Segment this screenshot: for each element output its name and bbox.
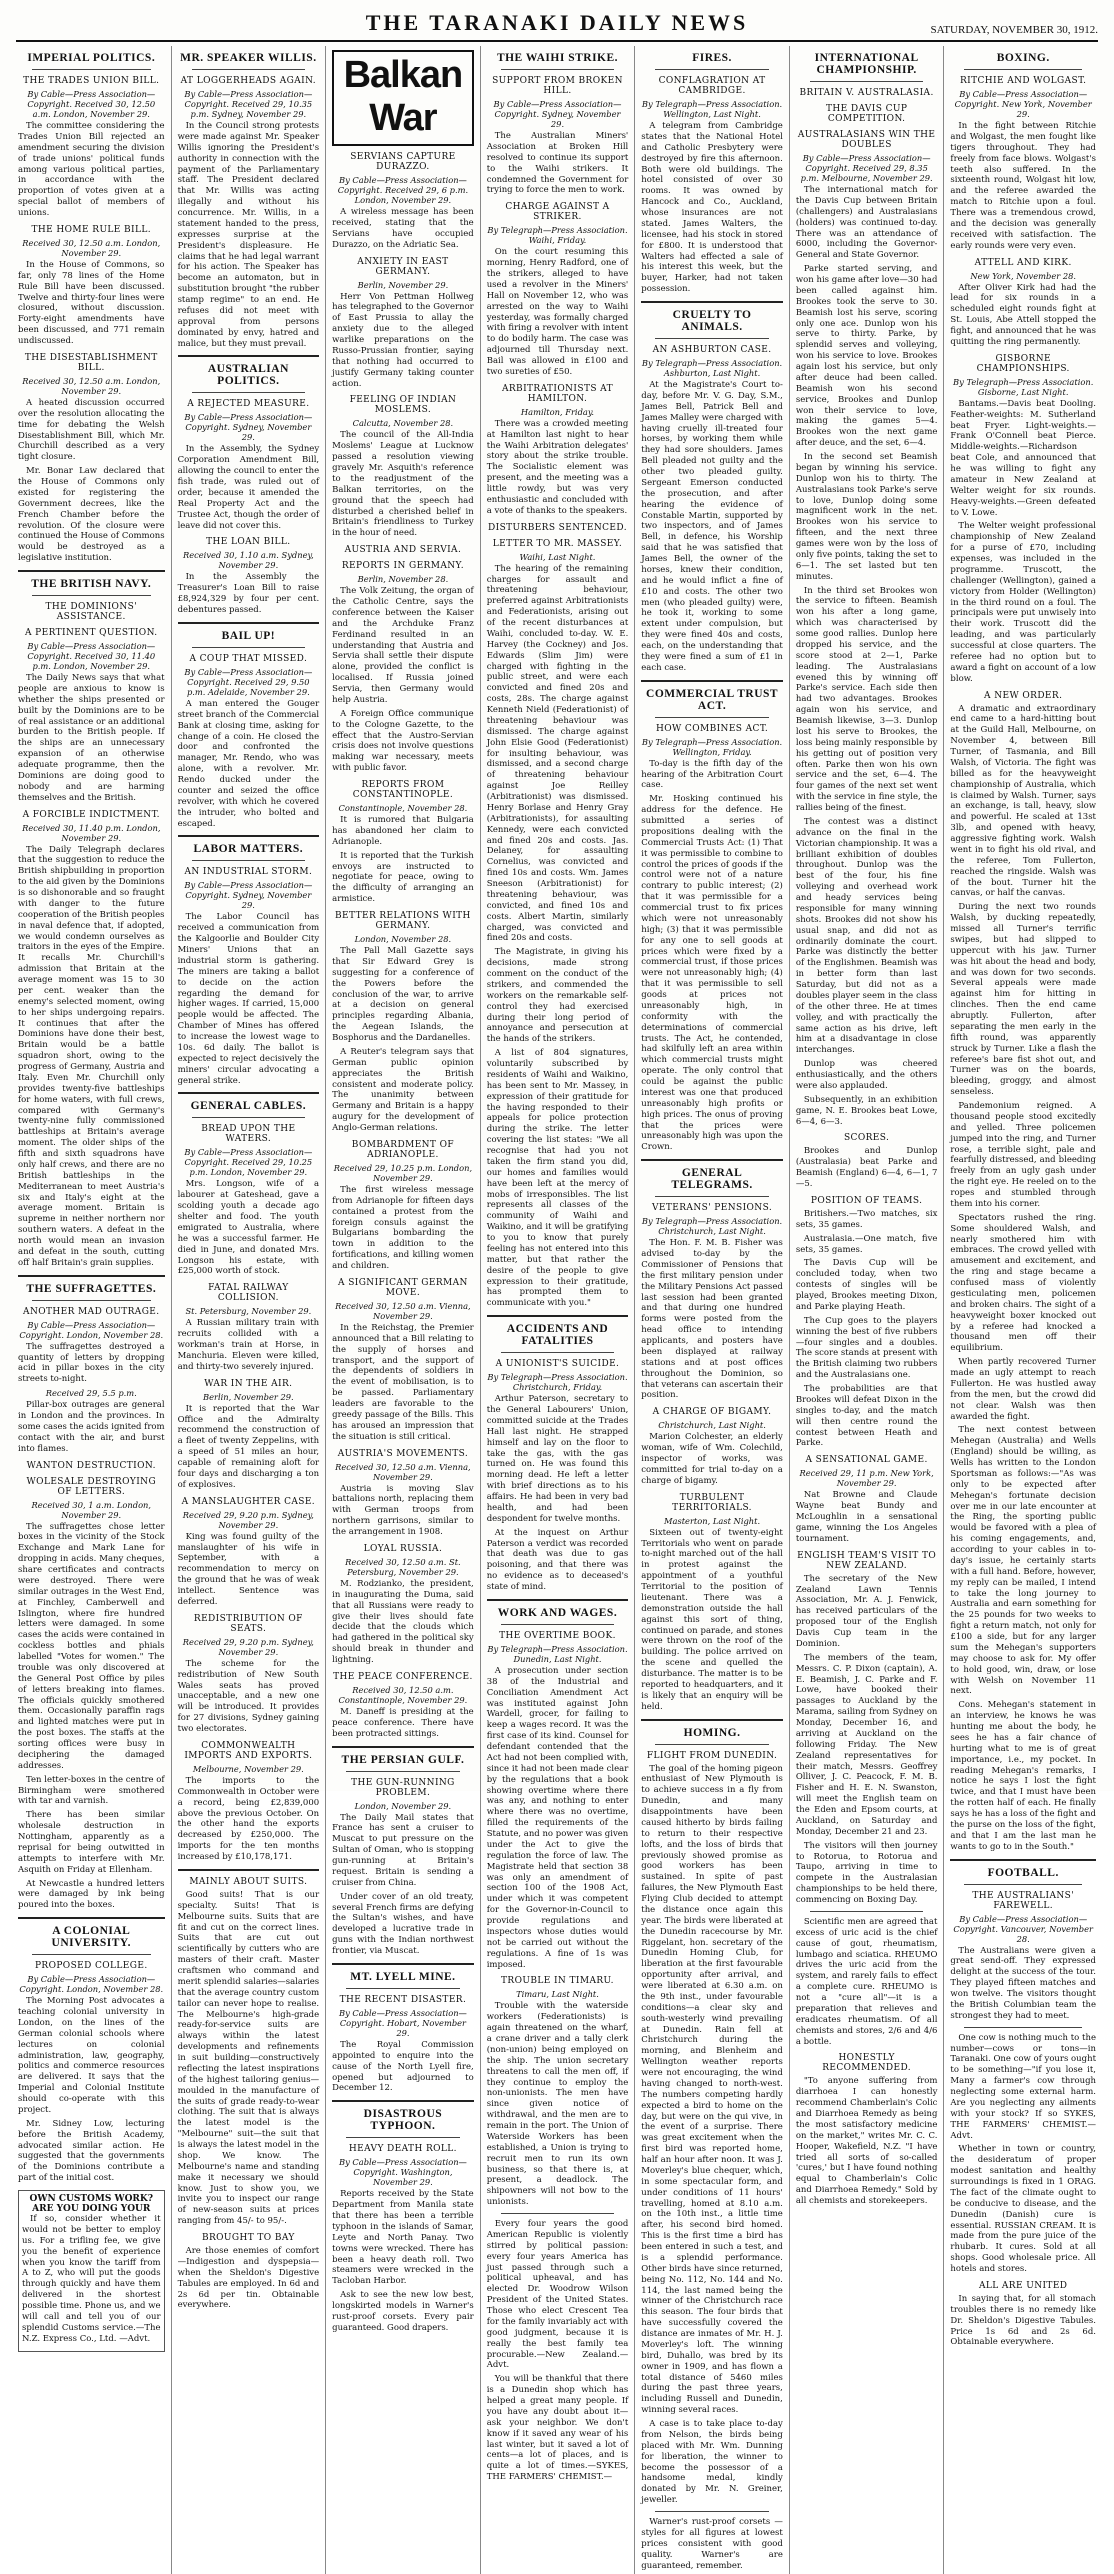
dateline: Received 30, 12.50 a.m. London, November 29. — [22, 375, 161, 396]
dateline: By Cable—Press Association—Copyright. Received 29, 10.35 p.m. Sydney, November 29. — [184, 89, 313, 119]
dateline: By Cable—Press Association—Copyright. Vancouver, November 28. — [953, 1913, 1093, 1944]
dateline: Received 30, 1 a.m. London, November 29. — [31, 1499, 152, 1520]
dateline: By Cable—Press Association—Copyright. London, November 28. — [19, 1319, 164, 1340]
article-paragraph: A Reuter's telegram says that German public opinion appreciates the British consistent and moderate policy. The unanimity between Germany and Britain is a happy augury for the development of Anglo-German relations. — [332, 1046, 474, 1133]
subhead-dominions: THE DOMINIONS' ASSISTANCE. — [45, 602, 138, 622]
columns — [16, 46, 1098, 2571]
article-paragraph: The contest was a distinct advance on the final in the Victorian championship. It was a brilliant exhibition of doubles throughout. Dunlop was the best of the four, his fine volleying and overhead work and heady services being responsible for many winning shots. Brookes did not show his usual snap, and did not as ordinarily dominate the court. Parke was distinctly the better of the Englishmen. Beamish was in better form than last Saturday, but did not as a doubles player seem in the class of the other three. He at times volley, and with practically the same action as his drive, left him at a disadvantage in close interchanges. — [795, 816, 938, 1056]
heading-speaker-willis: MR. SPEAKER WILLIS. — [180, 52, 317, 64]
dateline: By Cable—Press Association—Copyright. Sydney, November 29. — [184, 412, 313, 443]
subhead-austria-movements: AUSTRIA'S MOVEMENTS. — [337, 1448, 469, 1459]
subhead-brought-to-bay: BROUGHT TO BAY — [201, 2233, 295, 2243]
dateline: Received 29, 10.25 p.m. London, November 29. — [333, 1162, 473, 1183]
article-paragraph: Parke started serving, and won his game after love—30 had been called against him. Brookes took the serve to 30. Beamish lost his serve, scoring only one ace. Dunlop won his serve to thirty. Parke, by splendid serves and volleying, won his service to love. Brookes again lost his service, but only after deuce had been called. Beamish won his second service, Brookes and Dunlop won their service to love, making the games 5—4. Brookes won the next game after deuce, and the set, 6—4. — [795, 264, 938, 449]
article-paragraph: Australasia.—One match, five sets, 35 games. — [795, 1233, 938, 1255]
article-paragraph: The Hon. F. M. B. Fisher was advised to-day by the Commissioner of Pensions that the first military pension under the Military Pensions Act passed last session had been granted and that during one hundred forms were posted from the head office to intending applicants, and posters have been displayed at railway stations and at post offices throughout the Dominion, so that veterans can ascertain their position. — [641, 1238, 783, 1401]
subhead-death-roll: HEAVY DEATH ROLL. — [348, 2144, 457, 2155]
dateline: By Cable—Press Association—Copyright. Hobart, November 29. — [338, 2007, 467, 2038]
subhead-manslaughter: A MANSLAUGHTER CASE. — [181, 1496, 316, 1507]
subhead-combines: HOW COMBINES ACT. — [655, 723, 769, 734]
subhead-support: SUPPORT FROM BROKEN HILL. — [492, 76, 623, 96]
article-paragraph: In the Reichstag, the Premier announced that a Bill relating to the supply of horses and transport, and the support of the dependents of soldiers in the event of mobilisation, is to be passed. Parliamentary leaders are favorable to the greedy passage of the Bills. This has aroused an impression that the situation is still critical. — [332, 1322, 474, 1442]
subhead-farewell: THE AUSTRALIANS' FAREWELL. — [972, 1890, 1075, 1911]
dateline: By Cable—Press Association—Copyright. Sydney, November 29. — [184, 880, 313, 911]
dateline: Hamilton, Friday. — [520, 406, 595, 417]
subhead-coup: A COUP THAT MISSED. — [189, 653, 308, 664]
article-paragraph: Whether in town or country, the desideratum of proper modest sanitation and healthy surroundings is fixed in 1 ORAG. The fact of the climate ought to be conducive to disease, and the Dunedin (Danish) cure is essential. RUSSIAN CREAM. It is made from the pure juice of the rhubarb. It cures. Sold at all shops. Good wholesale price. All hotels and stores. — [950, 2144, 1096, 2274]
article-paragraph: Sixteen out of twenty-eight Territorials who went on parade to-night marched out of the hall in protest against the appointment of a youthful Territorial to the position of lieutenant. There was a demonstration outside the hall against this sort of thing, continued on parade, and stones were thrown on the roof of the building. The police arrived on the scene and quelled the disturbance. The matter is to be reported to headquarters, and it is likely that an enquiry will be held. — [641, 1527, 783, 1712]
dateline: By Cable—Press Association—Copyright. Washington, November 29. — [338, 2157, 467, 2188]
subhead-loyal-russia: LOYAL RUSSIA. — [363, 1543, 443, 1554]
subhead-relations: BETTER RELATIONS WITH GERMANY. — [335, 911, 471, 931]
article-paragraph: The Daily News says that what people are anxious to know is whether the ships presented or built by the Dominions are to be of real assistance or an additional burden to the British people. If the ships are an unnecessary expansion of an otherwise adequate programme, then the Dominions are doing good to nobody and are harming themselves and the British. — [18, 673, 165, 803]
dateline: Berlin, November 28. — [357, 574, 449, 585]
article-paragraph: After Oliver Kirk had had the lead for six rounds in a scheduled eight rounds fight at St. Louis, Abe Attell stopped the fight, and announced that he was quitting the ring permanently. — [950, 282, 1096, 347]
article-paragraph: A Foreign Office communique to the Cologne Gazette, to the effect that the Austro-Servian crisis does not involve questions making war necessary, meets with public favor. — [332, 708, 474, 774]
dateline: Waihi, Last Night. — [519, 551, 596, 562]
dateline: By Telegraph—Press Association. Ashburton, Last Night. — [641, 358, 783, 378]
dateline: New York, November 28. — [970, 270, 1077, 281]
issue-date: SATURDAY, NOVEMBER 30, 1912. — [930, 24, 1098, 36]
article-paragraph: The next contest between Mehegan (Australia) and Wells (England) should be willing, as Wells has written to the London Sportsman as follows:—"As was only to be expected after Mehegan's fortunate decision over me in our late encounter at the Ring, the sporting public would be favored with a plea of his coming engagements, and, according to your cables in to-day's issue, he certainly starts with a full hand. Before, however, my reply can be mailed, I intend to take the long journey to Australia and earn something for the 25 pounds for two weeks to fight a return match, not only for £100 a side, but for any larger sum the Mehegan's supporters may choose to ask for. My offer to hold good, win, draw, or lose with Welsh on November 11 next. — [950, 1425, 1096, 1697]
article-paragraph: The Labor Council has received a communication from the Kalgoorlie and Boulder City Miners' Unions that an industrial storm is gathering. The miners are taking a ballot to decide on the action regarding the demand for higher wages. If carried, 15,000 people would be affected. The Chamber of Mines has offered to increase the lowest wage to 10s. 6d daily. The ballot is expected to reject decisively the miners' circular advocating a general strike. — [177, 912, 320, 1086]
subhead-britain: BRITAIN V. AUSTRALASIA. — [799, 88, 934, 98]
subhead-honestly: HONESTLY RECOMMENDED. — [822, 2053, 912, 2074]
article-paragraph: The Cup goes to the players winning the best of five rubbers—four singles and a doubles. The score stands at present with the British claiming two rubbers and the Australasians one. — [795, 1315, 938, 1381]
heading-imperial-politics: IMPERIAL POLITICS. — [27, 52, 156, 64]
article-paragraph: The Magistrate, in giving his decisions, made strong comment on the conduct of the strikers, and commended the workers on the remarkable self-control they had exercised during their long period of annoyance and persecution at the hands of the strikers. — [486, 947, 629, 1045]
article-paragraph: Good suits! That is our specialty. Suits! That is Melbourne suits. Suits that are fit and cut on the correct lines. Suits that are cut out scientifically by cutters who are masters of their craft. Master craftsmen who command and merit splendid salaries—salaries that the average country custom tailor can never hope to realise. The Melbourne's high-grade ready-for-service suits are always within the latest developments and refinements in suit building—constructively reflecting the latest inspirations of the highest tailoring genius—moulded in the manufacture of the suits of grade ready-to-wear clothing. The suit that is always the latest model is the "Melbourne" suit—the suit that is always the latest model in the shop. We know. The Melbourne's name and standing make it necessary we should know. Just to show you, we invite you to inspect our range of new-season suits at prices ranging from 45/- to 95/-. — [177, 1889, 320, 2227]
dateline: Received 29, 5.5 p.m. — [45, 1388, 137, 1399]
article-paragraph: You will be thankful that there is a Dunedin shop which has helped a great many people. If you have any doubt about it—ask your neighbor. We don't know if it saved any wear of his last winter, but it saved a lot of cents—a lot of places, and is quite a lot of times.—SYKES, THE FARMERS' CHEMIST.— — [486, 2374, 629, 2483]
article-paragraph: Under cover of an old treaty, several French firms are defying the Sultan's wishes, and have developed a lucrative trade in guns with the Indian northwest frontier, via Muscat. — [332, 1891, 474, 1956]
masthead — [16, 10, 1098, 42]
column-7 — [943, 46, 1098, 2574]
dateline: By Telegraph—Press Association. Christchurch, Friday. — [487, 1372, 628, 1393]
article-paragraph: The secretary of the New Zealand Lawn Tennis Association, Mr. A. J. Fenwick, has received particulars of the proposed tour of the English Davis Cup team in the Dominion. — [795, 1573, 938, 1649]
heading-fires: FIRES. — [692, 52, 732, 64]
heading-bail-up: BAIL UP! — [221, 629, 276, 642]
subhead-sensational: A SENSATIONAL GAME. — [805, 1455, 928, 1466]
dateline: Timaru, Last Night. — [516, 1989, 599, 2000]
subhead-disestablishment: THE DISESTABLISHMENT BILL. — [24, 352, 158, 373]
article-paragraph: A wireless message has been received, stating that the Servians have occupied Durazzo, on the Adriatic Sea. — [332, 207, 474, 250]
article-paragraph: At Newcastle a hundred letters were damaged by ink being poured into the boxes. — [18, 1878, 165, 1911]
dateline: Received 30, 12.50 a.m. St. Petersburg, November 29. — [345, 1556, 461, 1577]
subhead-suits: MAINLY ABOUT SUITS. — [189, 1876, 308, 1887]
article-paragraph: The international match for the Davis Cup between Britain (challengers) and Australasians (holders) was continued to-day. There was an attendance of 6000, including the Governor-General and State Governor. — [795, 185, 938, 261]
subhead-timaru: TROUBLE IN TIMARU. — [501, 1976, 614, 1987]
subhead-home-rule: THE HOME RULE BILL. — [31, 224, 152, 235]
dateline: By Telegraph—Press Association. Dunedin, Last Night. — [487, 1643, 628, 1664]
heading-boxing: BOXING. — [996, 52, 1050, 64]
dateline: By Cable—Press Association—Copyright. New York, November 29. — [954, 89, 1092, 119]
article-paragraph: A heated discussion occurred over the resolution allocating the time for debating the Welsh Disestablishment Bill, which Mr. Churchill described as a very tight closure. — [18, 397, 165, 463]
dateline: St. Petersburg, November 29. — [185, 1306, 312, 1317]
newspaper-title: THE TARANAKI DAILY NEWS — [365, 10, 749, 35]
dateline: By Cable—Press Association—Copyright. London, November 28. — [19, 1974, 164, 1995]
subhead-trades-union: THE TRADES UNION BILL. — [23, 76, 160, 86]
dateline: By Cable—Press Association—Copyright. Received 30, 11.40 p.m. London, November 29. — [27, 641, 156, 671]
dateline: Constantinople, November 28. — [338, 803, 468, 813]
subhead-pensions: VETERANS' PENSIONS. — [652, 1203, 773, 1214]
subhead-english-team: ENGLISH TEAM'S VISIT TO NEW ZEALAND. — [797, 1550, 937, 1571]
dateline: Calcutta, November 28. — [352, 418, 454, 429]
article-paragraph: Dunlop was cheered enthusiastically, and the others were also applauded. — [795, 1059, 938, 1091]
heading-colonial-university: A COLONIAL UNIVERSITY. — [51, 1925, 132, 1950]
dateline: By Cable—Press Association—Copyright. Received 29, 8.35 p.m. Melbourne, November 29. — [800, 153, 933, 183]
article-paragraph: A Russian military train with recruits collided with a workman's train at Horse, in Manchuria. Eleven were killed, and thirty-two severely injured. — [177, 1318, 320, 1372]
heading-labor-matters: LABOR MATTERS. — [193, 843, 304, 856]
subhead-bombardment: BOMBARDMENT OF ADRIANOPLE. — [351, 1139, 455, 1160]
subhead-reports-germany: REPORTS IN GERMANY. — [341, 561, 464, 572]
article-paragraph: At the inquest on Arthur Paterson a verdict was recorded that death was due to gas poisoning, and that there was no evidence as to deceased's state of mind. — [486, 1527, 629, 1592]
heading-british-navy: THE BRITISH NAVY. — [31, 578, 152, 590]
subhead-german-move: A SIGNIFICANT GERMAN MOVE. — [338, 1277, 468, 1298]
article-paragraph: Brookes and Dunlop (Australasia) beat Parke and Beamish (England) 6—4, 6—1, 7—5. — [795, 1146, 938, 1189]
article-paragraph: The Davis Cup will be concluded today, when two contests of singles will be played, Brookes meeting Dixon, and Parke playing Heath. — [795, 1258, 938, 1312]
dateline: Received 30, 12.50 a.m. Constantinople, November 29. — [338, 1684, 468, 1705]
subhead-question: A PERTINENT QUESTION. — [25, 628, 158, 638]
article-paragraph: Mr. Hosking continued his address for the defence. He submitted a series of propositions dealing with the Commercial Trusts Act: (1) That it was permissible to combine to control the prices of goods if the control were not of a nature contrary to public interest; (2) that it was permissible for a commercial trust to fix prices which were not unreasonably high; (3) that it was permissible for any one to sell goods at prices which were fixed by a commercial trust, if those prices were not unreasonably high; (4) that it was permissible to sell goods at prices not unreasonably high, in conformity with the determinations of commercial trusts. The Act, he contended, had skilfully left an area within which commercial trusts might operate. The only control that could be against the public interest was one that produced unreasonably high profits or high prices. The onus of proving that the prices were unreasonably high was upon the Crown. — [641, 794, 783, 1153]
subhead-scores: SCORES. — [843, 1133, 890, 1144]
article-paragraph: Pandemonium reigned. A thousand people stood excitedly and yelled. Three policemen jumped into the ring, and Turner rose, a terrible sight, pale and fearfully distressed, and bleeding freely from an ugly gash under the right eye. He reeled on to the ropes and stumbled through them into his corner. — [950, 1101, 1096, 1209]
dateline: By Telegraph—Press Association. Wellington, Friday. — [641, 736, 783, 757]
ad-title: OWN CUSTOMS WORK? ARE YOU DOING YOUR — [29, 2194, 154, 2214]
article-paragraph: The council of the All-India Moslems' League at Lucknow passed a resolution viewing gravely Mr. Asquith's reference to the readjustment of the Balkan territories, on the ground that the speech had disturbed a cherished belief in Britain's friendliness to Turkey in the hour of need. — [332, 430, 474, 539]
subhead-letter: LETTER TO MR. MASSEY. — [492, 538, 623, 549]
subhead-cambridge: CONFLAGRATION AT CAMBRIDGE. — [658, 76, 766, 96]
subhead-austria-servia: AUSTRIA AND SERVIA. — [344, 545, 462, 556]
subhead-loan-bill: THE LOAN BILL. — [206, 537, 291, 548]
article-paragraph: Warner's rust-proof corsets — styles for all figures at lowest prices consistent with good quality. Warner's are guaranteed, remember. — [641, 2517, 783, 2571]
subhead-durazzo: SERVIANS CAPTURE DURAZZO. — [350, 152, 456, 172]
subhead-position: POSITION OF TEAMS. — [810, 1195, 923, 1206]
subhead-territorials: TURBULENT TERRITORIALS. — [672, 1492, 752, 1513]
article-paragraph: The committee considering the Trades Union Bill rejected an amendment securing the division of trade unions' political funds among various political parties, in accordance with the proportion of votes given at a special ballot of members of unions. — [18, 121, 165, 218]
article-paragraph: Herr Von Pettman Hollweg has telegraphed to the Governor of East Prussia to allay the anxiety due to the alleged warlike preparations on the Russo-Prussian frontier, saying that nothing had occurred to justify Germany taking counter action. — [332, 291, 474, 389]
dateline: Received 30, 12.50 a.m. London, November 29. — [22, 237, 161, 258]
dateline: Received 30, 1.10 a.m. Sydney, November 29. — [182, 550, 314, 571]
article-paragraph: The probabilities are that Brookes will defeat Dixon in the singles to-day, and the match will then centre round the contest between Heath and Parke. — [795, 1384, 938, 1449]
subhead-wholesale: WOLESALE DESTROYING OF LETTERS. — [26, 1476, 157, 1497]
article-paragraph: The scheme for the redistribution of New South Wales seats has proved unacceptable, and a new one will be introduced. It provides for 27 divisions, Sydney gaining two electorates. — [177, 1658, 320, 1734]
subhead-indictment: A FORCIBLE INDICTMENT. — [22, 809, 160, 820]
article-paragraph: Austria is moving Slav battalions north, replacing them with German troops from northern garrisons, similar to the arrangement in 1908. — [332, 1483, 474, 1537]
heading-general-cables: GENERAL CABLES. — [190, 1100, 307, 1113]
subhead-peace: THE PEACE CONFERENCE. — [333, 1671, 473, 1682]
column-5 — [634, 46, 789, 2574]
column-4 — [480, 46, 635, 2574]
article-paragraph: Scientific men are agreed that excess of uric acid is the chief cause of gout, rheumatism, lumbago and sciatica. RHEUMO drives the uric acid from the system, and rarely fails to effect a complete cure. RHEUMO is not a "cure all"—it is a preparation that relieves and eradicates rheumatism. Of all chemists and stores, 2/6 and 4/6 a bottle. — [795, 1916, 938, 2047]
heading-waihi-strike: THE WAIHI STRIKE. — [496, 52, 619, 64]
subhead-doubles: AUSTRALASIANS WIN THE DOUBLES — [797, 130, 936, 150]
subhead-arbitrationists: ARBITRATIONISTS AT HAMILTON. — [501, 383, 613, 404]
dateline: Received 29, 9.20 p.m. Sydney, November 29. — [182, 1636, 314, 1657]
article-paragraph: Every four years the good American Republic is violently stirred by political passion: every four years America has just passed through such a political upheaval, and has elected Dr. Woodrow Wilson President of the United States. Those who elect Crescent Tea for the family invariably act with good judgment, because it is really the best family tea procurable.—New Zealand.—Advt. — [486, 2219, 629, 2371]
article-paragraph: M. Daneff is presiding at the peace conference. There have been protracted sittings. — [332, 1706, 474, 1739]
article-paragraph: In the Council strong protests were made against Mr. Speaker Willis ignoring the President's authority in connection with the payment of the Parliamentary staff. The President declared that Mr. Willis was acting illegally and without his concurrence. Mr. Willis, in a statement handed to the press, expresses surprise at the President's displeasure. He claims that he had legal warrant for his action. The Speaker has become an automaton, but in substitution brought "the rubber stamp regime" to an end. He refuses did not meet with approval from persons dominated by envy, hatred and malice, but they must prevail. — [177, 121, 320, 349]
subhead-imports: COMMONWEALTH IMPORTS AND EXPORTS. — [184, 1740, 313, 1761]
article-paragraph: In the House of Commons, so far, only 78 lines of the Home Rule Bill have been discussed. Twelve and thirty-four lines were closured, without discussion. Forty-eight amendments have been discussed, and 771 remain undiscussed. — [18, 259, 165, 346]
subhead-storm: AN INDUSTRIAL STORM. — [184, 867, 313, 878]
dateline: By Telegraph—Press Association. Gisborne, Last Night. — [953, 376, 1094, 397]
heading-football: FOOTBALL. — [987, 1866, 1059, 1879]
article-paragraph: Subsequently, in an exhibition game, N. E. Brookes beat Lowe, 6—4, 6—3. — [795, 1094, 938, 1127]
heading-international: INTERNATIONAL CHAMPIONSHIP. — [814, 52, 919, 76]
subhead-outrage: ANOTHER MAD OUTRAGE. — [23, 1306, 160, 1317]
article-paragraph: Reports received by the State Department from Manila state that there has been a terrible typhoon in the islands of Samar, Leyte and North Panay. Two towns were wrecked. There has been a heavy death roll. Two steamers were wrecked in the Tacloban Harbor. — [332, 2189, 474, 2287]
article-paragraph: In the Assembly, the Sydney Corporation Amendment Bill, allowing the council to enter the fish trade, was ruled out of order, because it amended the Real Property Act and the Trustee Act, though the order of leave did not cover this. — [177, 444, 320, 531]
subhead-anxiety: ANXIETY IN EAST GERMANY. — [357, 256, 449, 277]
article-paragraph: A case is to take place to-day from Nelson, the birds being placed with Mr. Wm. Dunning for liberation, the winner to become the possessor of a handsome medal, kindly donated by Mr. N. Greiner, jeweller. — [641, 2419, 783, 2506]
dateline: Received 29, 11 p.m. New York, November 29. — [799, 1468, 934, 1489]
dateline: By Cable—Press Association—Copyright. Received 29, 9.50 p.m. Adelaide, November 29. — [184, 666, 313, 697]
subhead-davis-cup: THE DAVIS CUP COMPETITION. — [825, 104, 908, 124]
dateline: London, November 29. — [354, 1800, 452, 1811]
article-paragraph: The hearing of the remaining charges for assault and threatening behaviour, preferred against Arbitrationists and Federationists, arising out of the recent disturbances at Waihi, concluded to-day. W. E. Harvey (the Cockney) and Jos. Edwards (Slim Jim) were charged with fighting in the public street, and were each convicted and fined 20s and costs, 28s. The charge against Kenneth Nield (Federationist) of threatening behaviour was dismissed. The charge against John Elsie Good (Federationist) for insulting behaviour, was dismissed, and a second charge of threatening behaviour against Joe Reilley (Arbitrationist) was dismissed. Henry Borlase and Henry Gray (Arbitrationists), for assaulting Kennedy, were each convicted and fined 20s and costs. Jas. Delaney, for assaulting Cornelius, was convicted and fined 10s and costs. Wm. James Sneeson (Arbitrationist) for threatening behaviour, was convicted, and fined 10s and costs. Albert Martin, similarly charged, was convicted and fined 20s and costs. — [486, 563, 629, 944]
heading-work-wages: WORK AND WAGES. — [497, 1606, 618, 1619]
dateline: London, November 28. — [354, 934, 452, 944]
article-paragraph: The members of the team, Messrs. C. P. Dixon (captain), A. E. Beamish, J. C. Parke and F. Lowe, have booked their passages to Auckland by the Marama, sailing from Sydney on Monday, December 16, and arriving at Auckland on the following Friday. The New Zealand representatives for their match, Messrs. Geoffrey Olliver, J. C. Peacock, F. M. B. Fisher and H. E. N. Swanston, will meet the English team on the Eden and Epsom courts, at Auckland, on Saturday and Monday, December 21 and 23. — [795, 1652, 938, 1837]
article-paragraph: The Morning Post advocates a teaching colonial university in London, on the lines of the German colonial schools where lectures on colonial administration, law, geography, politics and commerce resources are delivered. It says that the Imperial and Colonial Institute should co-operate with this project. — [18, 1996, 165, 2115]
dateline: By Cable—Press Association—Copyright. Received 29, 6 p.m. London, November 29. — [337, 175, 469, 205]
article-paragraph: Trouble with the waterside workers (Federationists) is again threatened on the wharf, a crane driver and a tally clerk (non-union) being employed on the ship. The union secretary threatens to call the men off, if they continue to employ the non-unionists. The men have since given notice of withdrawal, and the men are to remain in the port. The Union of Waterside Workers has been established, a Union is trying to recruit men to run its own business, so that there is, at present, a deadlock. The shipowners will not bow to the unionists. — [486, 2001, 629, 2208]
subhead-constantinople: REPORTS FROM CONSTANTINOPLE. — [352, 780, 454, 800]
article-paragraph: Pillar-box outrages are general in London and the provinces. In some cases the acids ignited from contact with the air, and burst into flames. — [18, 1400, 165, 1454]
heading-suffragettes: THE SUFFRAGETTES. — [26, 1282, 157, 1295]
balkan-war-banner: Balkan War — [332, 50, 474, 146]
subhead-suicide: A UNIONIST'S SUICIDE. — [495, 1359, 620, 1370]
column-3 — [325, 46, 480, 2574]
article-paragraph: A telegram from Cambridge states that the National Hotel and Catholic Presbytery were destroyed by fire this afternoon. Both were old buildings. The hotel consisted of over 30 rooms. It was owned by Hancock and Co., Auckland, whose insurances are not stated. James Walters, the licensee, had his stock in stored for £800. It is understood that Walters had effected a sale of his interest this week, but the buyer, Harker, had not taken possession. — [641, 121, 783, 295]
article-paragraph: To-day is the fifth day of the hearing of the Arbitration Court case. — [641, 758, 783, 791]
article-paragraph: In the fight between Ritchie and Wolgast, the men fought like tigers throughout. They had freely from face blows. Wolgast's teeth also suffered. In the sixteenth round, Wolgast hit low, and the referee awarded the match to Ritchie upon a foul. There was a tremendous crowd, and the decision was generally received with satisfaction. The early rounds were very even. — [950, 121, 1096, 251]
article-paragraph: One cow is nothing much to the number—cows or tons—in Taranaki. One cow of yours ought to be something—"if you lose it, Many a farmer's cow through neglecting some external harm. Are you neglecting any ailments with your stock? If so SYKES, THE FARMERS' CHEMIST.—Advt. — [950, 2032, 1096, 2141]
dateline: By Cable—Press Association—Copyright. Received 29, 10.25 p.m. London, November 29. — [184, 1147, 313, 1178]
subhead-moslems: FEELING OF INDIAN MOSLEMS. — [349, 395, 457, 416]
dateline: Received 30, 12.50 a.m. Vienna, November 29. — [335, 1461, 471, 1482]
article-paragraph: Nat Browne and Claude Wayne beat Bundy and McLoughlin in a sensational game, winning the Los Angeles tournament. — [795, 1490, 938, 1544]
heading-typhoon: DISASTROUS TYPHOON. — [363, 2108, 443, 2133]
article-paragraph: The imports to the Commonwealth in October were a record, being £2,839,000 above the previous October. On the other hand the exports decreased by £250,000. The imports for the ten months increased by £10,178,171. — [177, 1775, 320, 1862]
article-paragraph: It is reported that the Turkish envoys are instructed to negotiate for peace, owing to the difficulty of arranging an armistice. — [332, 850, 474, 905]
subhead-overtime: THE OVERTIME BOOK. — [499, 1630, 616, 1641]
article-paragraph: The goal of the homing pigeon enthusiast of New Plymouth is to achieve success in a fly from Dunedin, and many disappointments have been caused hitherto by birds failing to return to their respective lofts, and the loss of birds that previously showed promise as good workers has been sustained. In spite of past failures, the New Plymouth East Flying Club decided to attempt the distance once again this year. The birds were liberated at the Dunedin racecourse by Mr. Riggelant, hon. secretary of the Dunedin Homing Club, for liberation at the first favourable opportunity after arrival, and were liberated at 6.30 a.m. on the 9th inst., under favourable conditions—a clear sky and south-westerly wind prevailing at Dunedin. Rain fell at Christchurch during the morning, and Blenheim and Wellington weather reports were not encouraging, the wind having changed to north-west. The numbers competing hardly expected a bird to home on the day, but were on the qui vive, in the event of a surprise. There was great excitement when the first bird was reported home, half an hour after noon. It was J. Moverley's blue chequer, which, in some spectacular form, and under conditions of 11 hours' travelling, homed at 8.10 a.m. on the 10th inst., a little time after, his second bird homed. This is the first time a bird has been entered in such a test, and is a splendid performance. Other birds have since returned, being No. 112, No. 144 and No. 114, the last named being the winner of the Christchurch race this season. The four birds that have successfully covered the distance are inmates of Mr. H. J. Moverley's loft. The winning bird, Duhallo, was bred by its owner in 1909, and has flown a total distance of 5460 miles during the past three years, including Russell and Dunedin, winning several races. — [641, 1763, 783, 2416]
article-paragraph: The suffragettes chose letter boxes in the vicinity of the Stock Exchange and Mark Lane for dropping in acids. Many cheques, share certificates and contracts were destroyed. There were similar outrages in the West End, at Finchley, Camberwell and Islington, where fire hundred letters were damaged. In some cases the acids were contained in cockless bottles and phials labelled "Votes for women." The trouble was only discovered at the General Post Office by piles of letters breaking into flames. The officials quickly smothered them. Occasionally paraffin rags and lighted matches were put in the post boxes. The staffs at the sorting offices were busy in deciphering the damaged addresses. — [18, 1521, 165, 1771]
dateline: Christchurch, Last Night. — [658, 1420, 766, 1431]
article-paragraph: M. Rodzianko, the president, in inaugurating the Duma, said that all Russians were ready to give their lives should fate decide that the clouds which had gathered in the political sky should break in thunder and lightning. — [332, 1578, 474, 1665]
subhead-sentenced: DISTURBERS SENTENCED. — [488, 522, 627, 533]
dateline: Received 30, 11.40 p.m. London, November 29. — [22, 822, 161, 843]
subhead-disaster: THE RECENT DISASTER. — [339, 1994, 467, 2005]
article-paragraph: The Daily Mail states that France has sent a cruiser to Muscat to put pressure on the Sultan of Oman, who is stopping gun-running at Britain's request. Britain is sending a cruiser from China. — [332, 1812, 474, 1888]
subhead-wanton: WANTON DESTRUCTION. — [26, 1460, 156, 1471]
article-paragraph: The visitors will then journey to Rotorua, to Rotorua and Taupo, arriving in time to compete in the Australasian championships to be held there, commencing on Boxing Day. — [795, 1840, 938, 1905]
column-1 — [16, 46, 171, 2574]
subhead-charge: CHARGE AGAINST A STRIKER. — [505, 202, 610, 223]
dateline: By Cable—Press Association—Copyright. Received 30, 12.50 a.m. London, November 29. — [27, 89, 156, 119]
article-paragraph: The Welter weight professional championship of New Zealand for a purse of £70, including expenses, was included in the programme. Truscott, the challenger (Wellington), gained a victory from Holder (Wellington) in the third round on a foul. The principals were put unwisely into their work. Truscott did the leading, and was particularly successful at close quarters. The referee had no option but to award a fight on account of a low blow. — [950, 521, 1096, 684]
subhead-ashburton: AN ASHBURTON CASE. — [652, 345, 772, 355]
subhead-redistribution: REDISTRIBUTION OF SEATS. — [193, 1613, 303, 1634]
heading-general-telegrams: GENERAL TELEGRAMS. — [671, 1167, 753, 1192]
article-paragraph: The suffragettes destroyed a quantity of letters by dropping acid in pillar boxes in the city streets to-night. — [18, 1341, 165, 1385]
subhead-flight: FLIGHT FROM DUNEDIN. — [646, 1750, 778, 1761]
article-paragraph: When partly recovered Turner made an ugly attempt to reach Fullerton. He was hustled away from the men, but the crowd did not clear. Walsh was then awarded the fight. — [950, 1357, 1096, 1422]
subhead-bigamy: A CHARGE OF BIGAMY. — [652, 1407, 772, 1418]
advertisement — [18, 2190, 165, 2352]
article-paragraph: The Volk Zeitung, the organ of the Catholic Centre, says the conference between the Kaiser and the Archduke Franz Ferdinand resulted in an understanding that Austria and Servia shall settle their dispute alone, provided the conflict is localised. If Russia joined Servia, then Germany would help Austria. — [332, 586, 474, 705]
article-paragraph: Arthur Paterson, secretary to the General Labourers' Union, committed suicide at the Trades Hall last night. He strapped himself and lay on the floor to take the gas, with the gas turned on. He was found this morning dead. He left a letter with brief directions as to his affairs. He had been in very bad health, and had been despondent for twelve months. — [486, 1394, 629, 1524]
article-paragraph: In the third set Brookes won the service to fifteen. Beamish won his after a long game, which was characterised by some good rallies. Dunlop here dropped his service, and the score stood at 2—1, Parke leading. The Australasians evened this by winning off Parke's service. Each side then had two advantages. Brookes again won his service, and Beamish likewise, 3—3. Dunlop lost his serve to Brookes, the loss being mainly responsible by his getting out of position very often. Parke then won his own service and the set, 6—4. The four games of the next set went with the service in fine style, the rallies being of the finest. — [795, 585, 938, 813]
article-paragraph: On the court resuming this morning, Henry Radford, one of the strikers, alleged to have used a revolver in the Miners' Hall on November 12, who was arrested on the way to Waihi yesterday, was formally charged with firing a revolver with intent to do bodily harm. The case was adjourned till Thursday next. Bail was allowed in £100 and two sureties of £50. — [486, 247, 629, 377]
heading-trust-act: COMMERCIAL TRUST ACT. — [646, 687, 779, 712]
article-paragraph: A dramatic and extraordinary end came to a hard-hitting bout at the Guild Hall, Melbourne, on November 4, between Bill Turner, of Tasmania, and Bill Walsh, of Victoria. The fight was billed as for the heavyweight championship of Australia, which is claimed by Walsh. Turner, says an exchange, is tall, heavy, slow and powerful. He scaled at 13st 3lb, and opened with heavy, aggressive fighting work. Walsh went in to fight his old rival, and the referee, Tom Fullerton, reached the ringside. Walsh was of the bout. Turner hit the canvas, or half the canvas. — [950, 703, 1096, 899]
article-paragraph: The first wireless message from Adrianople for fifteen days contained a protest from the foreign consuls against the Bulgarians bombarding the town in addition to the fortifications, and killing women and children. — [332, 1184, 474, 1271]
article-paragraph: The Royal Commission appointed to enquire into the cause of the North Lyell fire, opened but adjourned to December 12. — [332, 2039, 474, 2094]
dateline: Received 29, 9.20 p.m. Sydney, November 29. — [182, 1509, 314, 1530]
article-paragraph: During the next two rounds Walsh, by ducking repeatedly, missed all Turner's terrific swipes, but had slipped to uppercut with his jaw. Turner was hit about the head and body, and was down for two seconds. Several appeals were made against him for hitting in clinches. Then the end came abruptly. Fullerton, after separating the men early in the fifth round, was apparently struck by Turner. Like a flash the referee's bare fist shot out, and Turner was on the boards, bleeding, groggy, and almost senseless. — [950, 902, 1096, 1098]
article-paragraph: In saying that, for all stomach troubles there is no remedy like Dr. Sheldon's Digestive Tabules. Price 1s 6d and 2s 6d. Obtainable everywhere. — [950, 2293, 1096, 2348]
dateline: Berlin, November 29. — [357, 279, 449, 290]
dateline: Berlin, November 29. — [203, 1391, 294, 1402]
article-paragraph: In the second set Beamish began by winning his service. Dunlop won his to thirty. The Australasians took Parke's serve to love, Dunlop doing some magnificent work in the net. Brookes won his service to fifteen, and the next three games were won by the loss of only five points, taking the set to 6—1. The set lasted but ten minutes. — [795, 452, 938, 582]
article-paragraph: "To anyone suffering from diarrhoea I can honestly recommend Chamberlain's Colic and Diarrhoea Remedy as being the most satisfactory medicine on the market," writes Mr. C. C. Hooper, Wakefield, N.Z. "I have tried all sorts of so-called 'cures,' but I have found nothing equal to Chamberlain's Colic and Diarrhoea Remedy." Sold by all chemists and storekeepers. — [795, 2076, 938, 2206]
dateline: By Telegraph—Press Association. Christchurch, Last Night. — [641, 1216, 783, 1237]
subhead-air: WAR IN THE AIR. — [204, 1378, 293, 1389]
dateline: By Telegraph—Press Association. Waihi, Friday. — [487, 225, 628, 246]
heading-cruelty: CRUELTY TO ANIMALS. — [672, 309, 752, 333]
article-paragraph: It is reported that the War Office and the Admiralty recommend the construction of a fleet of twenty Zeppelins, with a speed of 51 miles an hour, capable of remaining aloft for four days and discharging a ton of explosives. — [177, 1403, 320, 1490]
article-paragraph: Cons. Mehegan's statement in an interview, he knows he was hunting me about the body, he sees he has a fair chance of hurting what to me is of great importance, i.e., my pocket. In reading Mehegan's remarks, I notice he says I lost the fight twice, and that I must have been the rotten half of each. He finally says he has a loss of the fight and the purse on the loss of the fight, and that I am the last man he wants to go to in the South." — [950, 1700, 1096, 1852]
article-paragraph: A man entered the Gouger street branch of the Commercial Bank at closing time, asking for change of a coin. He closed the door and confronted the manager, Mr. Rendo, who was alone, with a revolver. Mr. Rendo ducked under the counter and seized the office revolver, with which he covered the intruder, who bolted and escaped. — [177, 698, 320, 829]
dateline: Masterton, Last Night. — [664, 1515, 761, 1526]
article-paragraph: King was found guilty of the manslaughter of his wife in September, with a recommendation to mercy on the ground that he was of weak intellect. Sentence was deferred. — [177, 1531, 320, 1607]
article-paragraph: The Daily Telegraph declares that the suggestion to reduce the British shipbuilding in proportion to the aid given by the Dominions is so dishonorable and so fraught with danger to the future cooperation of the British peoples in naval defence that, if adopted, we would condemn ourselves as traitors in the eyes of the Empire. It recalls Mr. Churchill's admission that Britain at the average moment was 15 to 30 per cent. weaker than the enemy's selected moment, owing to her ships undergoing repairs. It continues that after the Dominions have done their best, Britain would be a battle squadron short, owing to the progress of Germany, Austria and Italy. Even Mr. Churchill only provides twenty-five battleships for home waters, with full crews, compared with Germany's twenty-nine fully commissioned battleships at Britain's average moment. The older ships of the fifth and sixth squadrons have only half crews, and there are no British battleships in the Mediterranean to meet Austria's six and Italy's eight at the average moment. Britain is supreme in neither northern nor southern waters. A defeat in the north would mean an invasion and defeat in the south, cutting off half Britain's grain supplies. — [18, 844, 165, 1268]
article-paragraph: At the Magistrate's Court to-day, before Mr. V. G. Day, S.M., James Bell, Patrick Bell and James Malley were charged with having cruelly ill-treated four horses, by working them while they had sore shoulders. James Bell pleaded not guilty and the other two pleaded guilty. Sergeant Emerson conducted the prosecution, and after hearing the evidence of Constable Martin, supported by two inspectors, and of James Bell, in defence, his Worship said that he was satisfied that James Bell, the owner of the horses, knew their condition, and he would inflict a fine of £10 and costs. The other two men (who pleaded guilty) were, he took it, working to some extent under compulsion, but they were fined 40s and costs, each, on the understanding that they were fined a sum of £1 in each case. — [641, 380, 783, 673]
article-paragraph: There was a crowded meeting at Hamilton last night to hear the Waihi Arbitration delegates' story about the strike trouble. The Socialistic element was present, and the meeting was a little rowdy, but was very enthusiastic and concluded with a vote of thanks to the speakers. — [486, 418, 629, 516]
heading-persian-gulf: THE PERSIAN GULF. — [341, 1753, 465, 1766]
subhead-rejected: A REJECTED MEASURE. — [187, 399, 310, 410]
article-paragraph: Mrs. Longson, wife of a labourer at Gateshead, gave a scolding youth a decade ago shelter and food. The youth emigrated to Australia, where he was a successful farmer. He died in June, and donated Mrs. Longson his estate, with £25,000 worth of stock. — [177, 1179, 320, 1277]
subhead-bread: BREAD UPON THE WATERS. — [201, 1124, 296, 1145]
heading-accidents: ACCIDENTS AND FATALITIES — [506, 1323, 609, 1348]
subhead-gun-running: THE GUN-RUNNING PROBLEM. — [351, 1777, 455, 1798]
subhead-united: ALL ARE UNITED — [978, 2280, 1068, 2291]
article-paragraph: The Australians were given a great send-off. They expressed delight at the success of the tour. They played fifteen matches and won twelve. The visitors thought the British Columbian team the strongest they had to meet. — [950, 1945, 1096, 2021]
article-paragraph: Ask to see the new low best, longskirted models in Warner's rust-proof corsets. Every pair guaranteed. Good drapers. — [332, 2290, 474, 2333]
article-paragraph: Are those enemies of comfort—Indigestion and dyspepsia—when the Sheldon's Digestive Tabules are employed. In 6d and 2s 6d per tin. Obtainable everywhere. — [177, 2246, 320, 2311]
dateline: By Cable—Press Association—Copyright. Sydney, November 29. — [493, 99, 622, 129]
subhead-new-order: A NEW ORDER. — [984, 690, 1063, 701]
subhead-gisborne: GISBORNE CHAMPIONSHIPS. — [976, 353, 1070, 374]
article-paragraph: In the Assembly the Treasurer's Loan Bill to raise £8,924,329 by four per cent. debentures passed. — [177, 572, 320, 615]
dateline: Received 30, 12.50 a.m. Vienna, November 29. — [335, 1300, 471, 1321]
article-paragraph: A prosecution under section 38 of the Industrial and Conciliation Amendment Act was instituted against John Wardell, grocer, for failing to keep a wages record. It was the first case of its kind. Counsel for defendant contended that the Act had not been complied with, since it had not been made clear by the regulations that a book showing overtime where there was any, and nothing to enter where there was no overtime, filled the requirements of the Statute, and no power was given under the Act to give the regulation the force of law. The Magistrate held that section 38 was only an amendment of section 100 of the 1908 Act, under which it was competent for the Governor-in-Council to provide regulations and inspectors whose duties would not be carried out without the regulations. A fine of 1s was imposed. — [486, 1665, 629, 1970]
article-paragraph: Bantams.—Davis beat Dooling. Feather-weights: M. Sutherland beat Fryer. Light-weights.—Frank O'Connell beat Pierce. Middle-weights.—Richardson beat Cole, and announced that he was willing to fight any amateur in New Zealand at Welter weight for six rounds. Heavy-weights.—Green defeated to V. Lowe. — [950, 398, 1096, 518]
heading-homing: HOMING. — [683, 1726, 741, 1739]
ad-text: If so, consider whether it would not be better to employ us. For a trifling fee, we give you the benefit of experience when you know the tariff from A to Z, who will put the goods through quickly and have them delivered in the shortest possible time. Phone us, and we will call and tell you of our splendid Customs service.—The N.Z. Express Co., Ltd. —Advt. — [22, 2214, 161, 2344]
article-paragraph: Marion Colchester, an elderly woman, wife of Wm. Colechild, inspector of works, was committed for trial to-day on a charge of bigamy. — [641, 1432, 783, 1486]
article-paragraph: A list of 804 signatures, voluntarily subscribed by residents of Waihi and Waikino, has been sent to Mr. Massey, in expression of their gratitude for the having responded to their appeals for police protection during the strike. The letter covering the list states: "We all recognise that had you not taken the firm stand you did, our homes and families would have been left at the mercy of mobs of irresponsibles. The list represents all classes of the community of Waihi and Waikino, and it will be gratifying to you to know that purely feeling has not entered into this matter, but that rather the desire of the people to give expression to their gratitude, has prompted them to communicate with you." — [486, 1048, 629, 1309]
subhead-college: PROPOSED COLLEGE. — [34, 1961, 148, 1972]
subhead-loggerheads: AT LOGGERHEADS AGAIN. — [180, 76, 317, 86]
column-2 — [171, 46, 326, 2574]
subhead-railway: FATAL RAILWAY COLLISION. — [208, 1283, 289, 1304]
article-paragraph: Britishers.—Two matches, six sets, 35 games. — [795, 1208, 938, 1230]
article-paragraph: Spectators rushed the ring. Some shouldered Walsh, and nearly smothered him with embraces. The crowd yelled with amusement and excitement, and the ring and stage became a confused mass of violently gesticulating men, policemen and broken chairs. The sight of a heavyweight boxer knocked out by a referee had knocked a thousand men off their equilibrium. — [950, 1212, 1096, 1354]
article-paragraph: Mr. Sidney Low, lecturing before the British Academy, advocated similar action. He suggested that the governments of the Dominions contribute a part of the initial cost. — [18, 2118, 165, 2184]
heading-australian-politics: AUSTRALIAN POLITICS. — [207, 363, 289, 388]
article-paragraph: The Pall Mall Gazette says that Sir Edward Grey is suggesting for a conference of the Powers before the conclusion of the war, to arrive at a decision on general principles regarding Albania, the Aegean Islands, the Bosphorus and the Dardanelles. — [332, 946, 474, 1043]
article-paragraph: It is rumored that Bulgaria has abandoned her claim to Adrianople. — [332, 815, 474, 847]
article-paragraph: There has been similar wholesale destruction in Nottingham, apparently as a reprisal for being outwitted in attempts to interfere with Mr. Asquith on Friday at Ellenham. — [18, 1810, 165, 1875]
article-paragraph: Mr. Bonar Law declared that the House of Commons only existed for registering the Government decrees, like the French Chamber before the revolution. Of the closure were continued the House of Commons would be destroyed as a legislative institution. — [18, 466, 165, 564]
dateline: Melbourne, November 29. — [192, 1763, 304, 1774]
subhead-ritchie: RITCHIE AND WOLGAST. — [959, 76, 1087, 86]
article-paragraph: Ten letter-boxes in the centre of Birmingham were smothered with tar and varnish. — [18, 1774, 165, 1807]
heading-mt-lyell: MT. LYELL MINE. — [350, 1970, 456, 1983]
article-paragraph: The Australian Miners' Association at Broken Hill resolved to continue its support to the Waihi strikers. It condemned the Government for trying to force the men to work. — [486, 131, 629, 196]
dateline: By Telegraph—Press Association. Wellington, Last Night. — [641, 99, 783, 119]
subhead-attell: ATTELL AND KIRK. — [974, 257, 1072, 268]
column-6 — [789, 46, 944, 2574]
